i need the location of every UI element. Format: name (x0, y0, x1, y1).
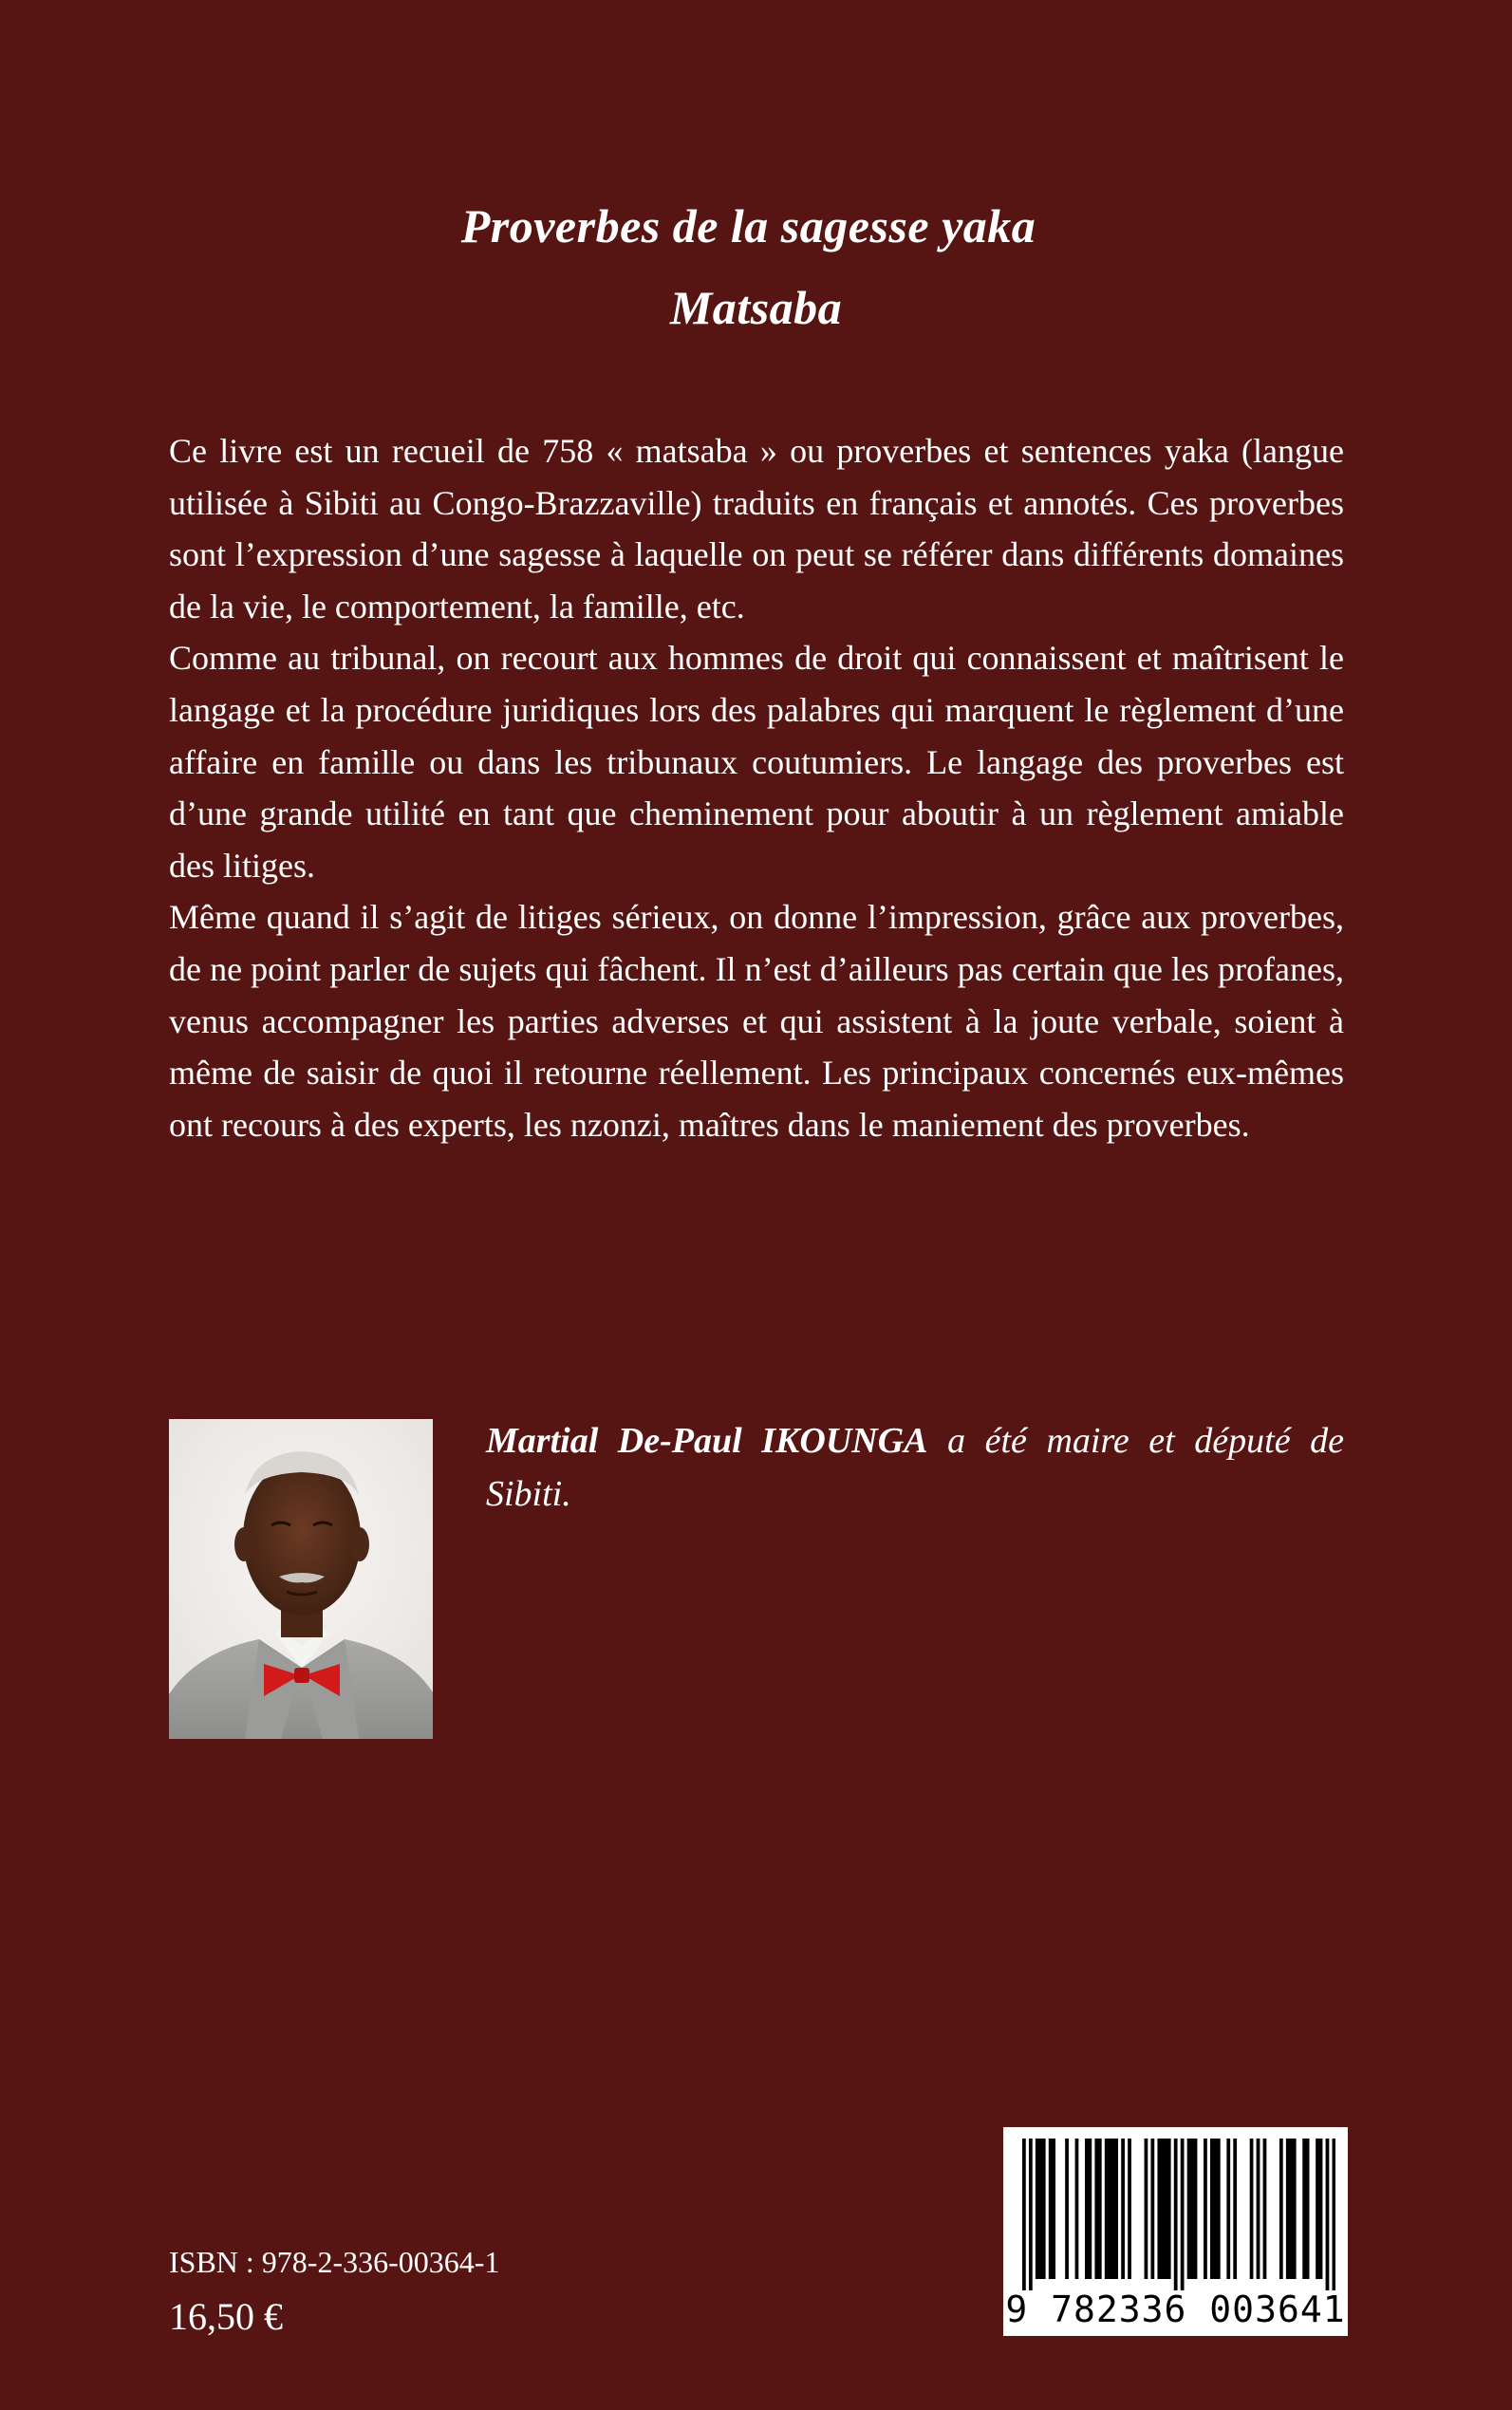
barcode-bar (1157, 2139, 1161, 2279)
barcode-bar (1052, 2139, 1055, 2279)
barcode-bar (1302, 2139, 1306, 2279)
blurb-paragraph: Ce livre est un recueil de 758 « matsaba » ou proverbes et sentences yaka (langue utilisée à Sibiti au Congo-Brazzaville) traduits en français et annotés. Ces proverbes sont l’expression d’une sagesse à laquelle on peut se référer dans différents domaines de la vie, le comportement, la famille, etc. (169, 432, 1344, 626)
barcode-bar (1233, 2139, 1237, 2279)
author-bio-text: a été maire et député de Sibiti. (486, 1421, 1344, 1514)
barcode-bars (1022, 2139, 1335, 2290)
barcode-bar (1164, 2139, 1167, 2279)
barcode-bar (1293, 2139, 1297, 2279)
barcode-bar (1250, 2139, 1254, 2279)
barcode-digits: 9 782336 003641 (1005, 2289, 1346, 2330)
barcode-bar (1174, 2139, 1178, 2290)
barcode-bar (1263, 2139, 1267, 2279)
barcode-bar (1111, 2139, 1115, 2279)
barcode-bar (1194, 2139, 1198, 2279)
barcode-bar (1022, 2139, 1026, 2290)
barcode-bar (1333, 2139, 1335, 2290)
book-title: Proverbes de la sagesse yaka (460, 199, 1036, 252)
barcode-bar (1167, 2139, 1171, 2279)
barcode-bar (1128, 2139, 1131, 2279)
barcode-bar (1114, 2139, 1118, 2279)
barcode-bar (1105, 2139, 1109, 2279)
barcode (1003, 2127, 1348, 2336)
barcode-bar (1217, 2139, 1221, 2279)
barcode-bar (1289, 2139, 1293, 2279)
price: 16,50 € (169, 2295, 283, 2338)
isbn: ISBN : 978-2-336-00364-1 (169, 2245, 500, 2279)
blurb-paragraph: Même quand il s’agit de litiges sérieux, on donne l’impression, grâce aux proverbes, de ne point parler de sujets qui fâchent. Il n’est d’ailleurs pas certain que les profanes, venus accompagner les parties adverses et qui assistent à la joute verbale, soient à même de saisir de quoi il retourne réellement. Les principaux concernés eux-mêmes ont recours à des experts, les nzonzi, maîtres dans le maniement des proverbes. (169, 898, 1344, 1144)
barcode-bar (1204, 2139, 1207, 2279)
author-name: Martial De-Paul IKOUNGA (486, 1421, 928, 1461)
barcode-bar (1065, 2139, 1069, 2279)
author-photo (169, 1419, 433, 1739)
barcode-bar (1210, 2139, 1214, 2279)
author-bio (486, 1414, 1344, 1521)
barcode-bar (1226, 2139, 1230, 2279)
barcode-bar (1316, 2139, 1319, 2279)
barcode-bar (1326, 2139, 1330, 2290)
barcode-bar (1038, 2139, 1042, 2279)
barcode-bar (1049, 2139, 1053, 2279)
barcode-bar (1098, 2139, 1102, 2279)
barcode-bar (1108, 2139, 1111, 2279)
barcode-bar (1145, 2139, 1148, 2279)
barcode-bar (1306, 2139, 1310, 2279)
barcode-bar (1042, 2139, 1046, 2279)
barcode-bar (1121, 2139, 1125, 2279)
barcode-bar (1213, 2139, 1217, 2279)
barcode-bar (1036, 2139, 1039, 2279)
barcode-bar (1257, 2139, 1260, 2279)
book-subtitle: Matsaba (669, 281, 843, 334)
barcode-bar (1187, 2139, 1191, 2279)
barcode-bar (1150, 2139, 1154, 2279)
barcode-bar (1029, 2139, 1033, 2290)
barcode-bar (1088, 2139, 1092, 2279)
barcode-bar (1075, 2139, 1079, 2279)
title-block (0, 185, 1512, 348)
barcode-bar (1181, 2139, 1185, 2290)
barcode-bar (1161, 2139, 1165, 2279)
barcode-bar (1094, 2139, 1098, 2279)
barcode-bar (1085, 2139, 1089, 2279)
back-cover-blurb (169, 425, 1344, 1150)
barcode-bar (1286, 2139, 1290, 2279)
blurb-paragraph: Comme au tribunal, on recourt aux hommes de droit qui connaissent et maîtrisent le langage et la procédure juridiques lors des palabres qui marquent le règlement d’une affaire en famille ou dans les tribunaux coutumiers. Le langage des proverbes est d’une grande utilité en tant que cheminement pour aboutir à un règlement amiable des litiges. (169, 639, 1344, 885)
barcode-bar (1319, 2139, 1323, 2279)
barcode-bar (1279, 2139, 1283, 2279)
barcode-bar (1190, 2139, 1194, 2279)
